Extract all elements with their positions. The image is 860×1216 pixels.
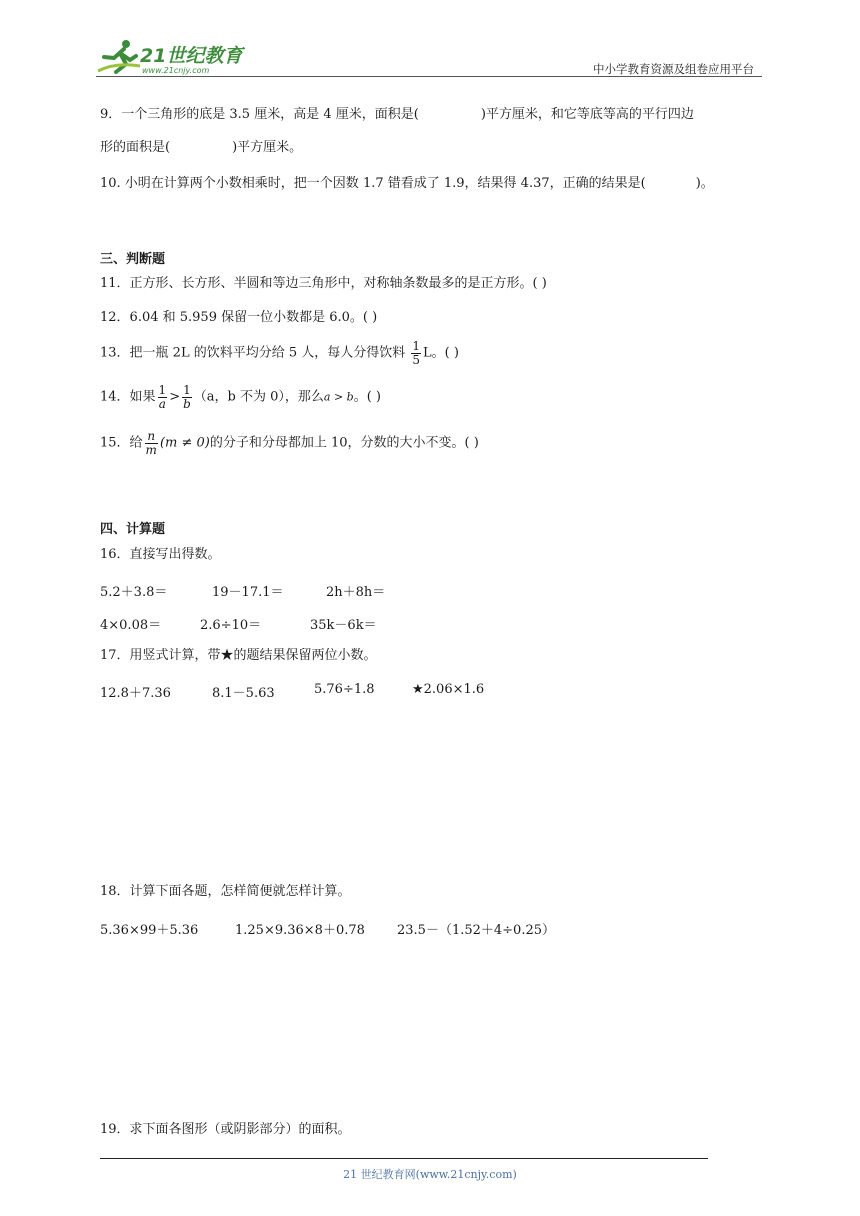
section-4-title: 四、计算题 [100,522,166,537]
q14-fraction-1 [158,384,168,410]
q17-item-3: 5.76÷1.8 [314,682,375,697]
q16-item-2: 19－17.1＝ [212,585,284,600]
q9-text-c: 形的面积是( [100,140,171,155]
q14-text-b: （a，b 不为 0），那么 [193,389,324,405]
q16-item-1: 5.2＋3.8＝ [100,585,168,600]
q17-item-2: 8.1－5.63 [212,686,275,701]
q18-item-2: 1.25×9.36×8＋0.78 [235,923,365,938]
runner-logo-icon [96,38,266,78]
q14-text-d: 。( ) [353,389,381,405]
q13-numerator: 1 [412,339,421,353]
question-10 [100,176,714,192]
question-13 [100,340,459,366]
q17-item-4: ★2.06×1.6 [412,682,485,697]
q13-text-b: L。( ) [423,345,459,361]
q14-fraction-2 [182,384,192,410]
svg-text:www.21cnjy.com: www.21cnjy.com [142,66,210,75]
q15-text-a: 15．给 [100,435,143,451]
svg-text:21世纪教育: 21世纪教育 [140,45,243,67]
page-header [96,38,762,78]
question-17: 17．用竖式计算，带★的题结果保留两位小数。 [100,648,377,663]
header-divider [96,76,762,77]
q14-f1-numerator: 1 [158,383,167,397]
q16-item-4: 4×0.08＝ [100,618,162,633]
q10-text-b: )。 [695,176,714,191]
q14-f2-denominator: b [183,396,191,411]
q15-fraction [145,430,158,456]
section-3-title: 三、判断题 [100,252,166,267]
q14-f1-denominator: a [158,396,166,411]
q14-inequality: a > b [323,390,354,404]
site-logo [96,38,266,78]
q15-text-c: 的分子和分母都加上 10，分数的大小不变。( ) [209,435,479,451]
q15-denominator: m [145,442,157,457]
q9-text-b: )平方厘米，和它等底等高的平行四边 [480,107,694,122]
question-11: 11．正方形、长方形、半圆和等边三角形中，对称轴条数最多的是正方形。( ) [100,276,547,291]
q18-item-1: 5.36×99＋5.36 [100,923,199,938]
q9-text-a: 9．一个三角形的底是 3.5 厘米，高是 4 厘米，面积是( [100,107,419,122]
q9-text-d: )平方厘米。 [232,140,303,155]
q14-f2-numerator: 1 [183,383,191,397]
q17-item-1: 12.8＋7.36 [100,686,171,701]
question-14 [100,384,381,410]
question-9-line1 [100,107,694,123]
q14-gt-sign: > [169,389,181,405]
q16-item-6: 35k－6k＝ [310,618,377,633]
q16-item-5: 2.6÷10＝ [200,618,262,633]
question-9-line2 [100,140,302,156]
q10-text-a: 10. 小明在计算两个小数相乘时，把一个因数 1.7 错看成了 1.9，结果得 4.37，正确的结果是( [100,176,646,191]
question-19: 19．求下面各图形（或阴影部分）的面积。 [100,1122,351,1137]
question-18: 18．计算下面各题，怎样简便就怎样计算。 [100,884,351,899]
q13-denominator: 5 [412,352,421,367]
q15-condition: (m ≠ 0) [159,435,210,451]
platform-name: 中小学教育资源及组卷应用平台 [593,62,754,76]
q15-numerator: n [145,430,158,444]
question-15 [100,430,479,456]
q18-item-3: 23.5－（1.52＋4÷0.25） [397,923,555,938]
q14-text-a: 14．如果 [100,389,156,405]
footer-divider [100,1158,708,1159]
question-16: 16．直接写出得数。 [100,547,221,562]
q13-fraction [411,340,421,366]
footer-text[interactable]: 21 世纪教育网(www.21cnjy.com) [343,1168,517,1181]
question-12: 12．6.04 和 5.959 保留一位小数都是 6.0。( ) [100,310,378,325]
q16-item-3: 2h＋8h＝ [326,585,386,600]
q13-text-a: 13．把一瓶 2L 的饮料平均分给 5 人，每人分得饮料 [100,345,406,361]
